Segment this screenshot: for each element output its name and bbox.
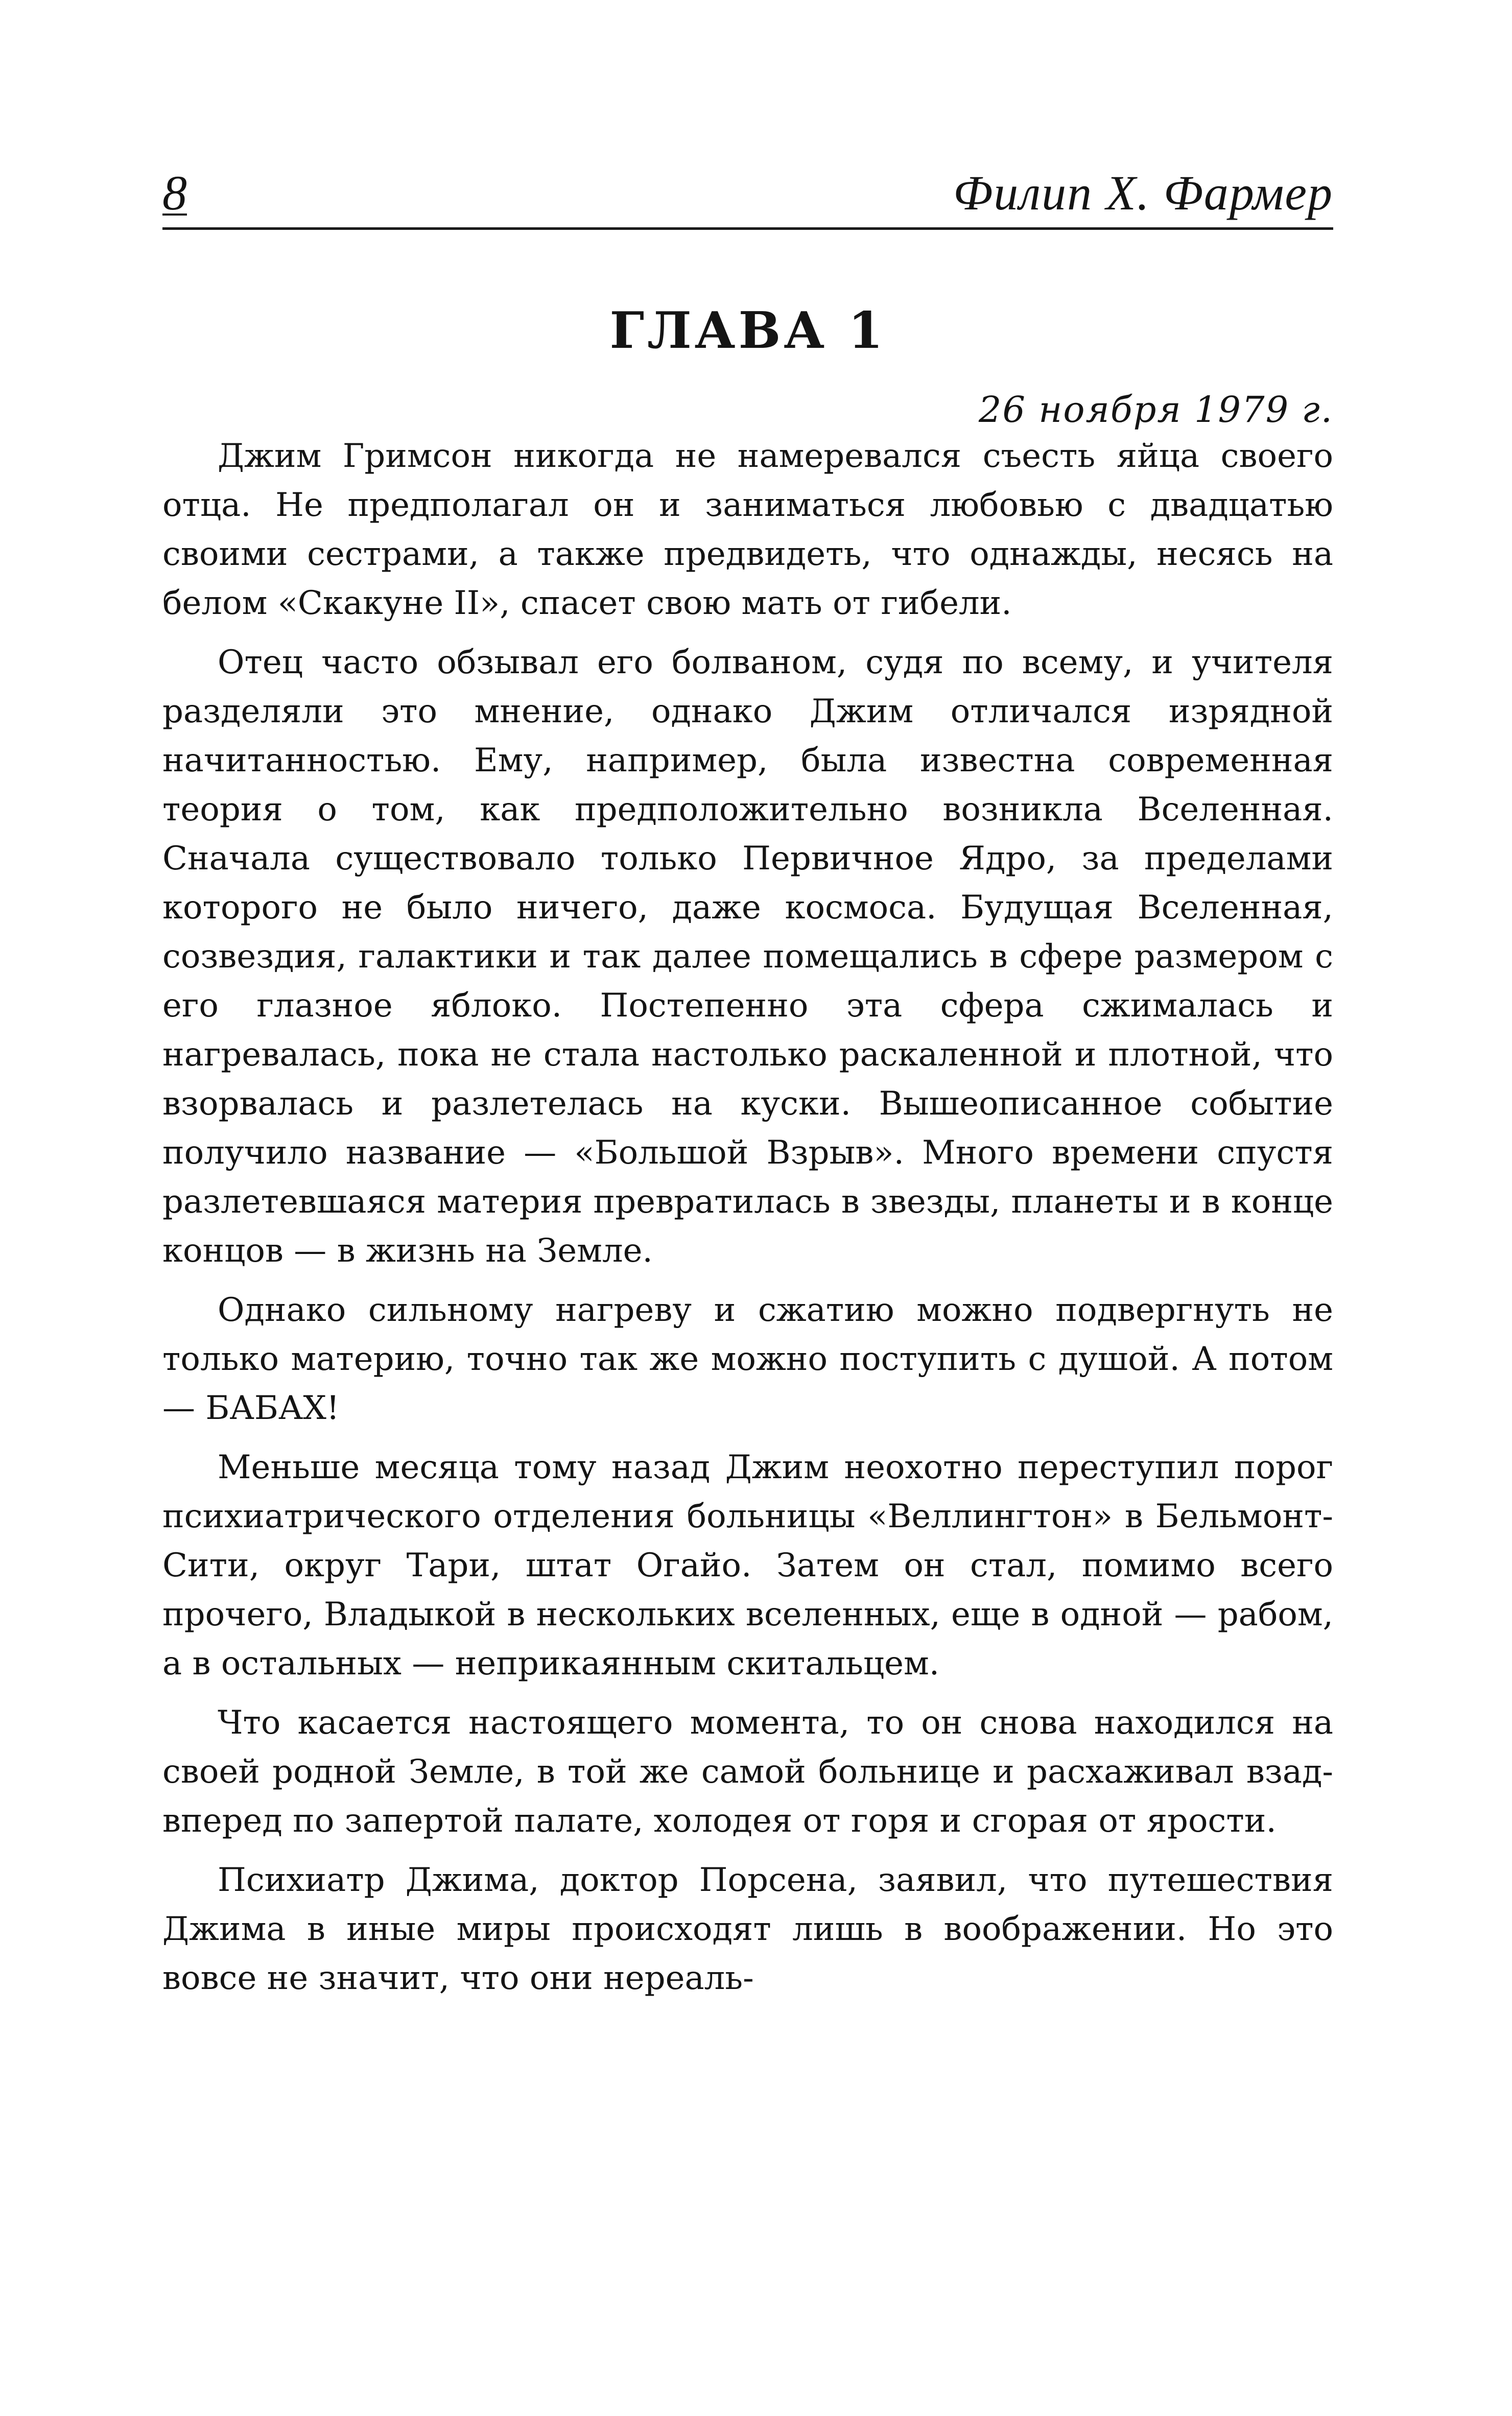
body-text — [162, 432, 1333, 2013]
paragraph: Психиатр Джима, доктор Порсена, заявил, что путешествия Джима в иные миры происходят лишь в воображении. Но это вовсе не значит, что они нереаль- — [162, 1861, 1333, 1997]
paragraph: Однако сильному нагреву и сжатию можно подвергнуть не только материю, точно так же можно поступить с душой. А потом — БАБАХ! — [162, 1291, 1333, 1427]
chapter-dateline: 26 ноября 1979 г. — [978, 389, 1333, 431]
running-head — [162, 166, 1333, 230]
paragraph: Что касается настоящего момента, то он снова находился на своей родной Земле, в той же самой больнице и расхаживал взад-вперед по запертой палате, холодея от горя и сгорая от ярости. — [162, 1704, 1333, 1840]
chapter-title: ГЛАВА 1 — [609, 301, 886, 360]
running-title: Филип Х. Фармер — [953, 165, 1333, 220]
paragraph: Джим Гримсон никогда не намеревался съесть яйца своего отца. Не предполагал он и заниматься любовью с двадцатью своими сестрами, а также предвидеть, что однажды, несясь на белом «Скакуне II», спасет свою мать от гибели. — [162, 437, 1333, 622]
paragraph: Отец часто обзывал его болваном, судя по всему, и учителя разделяли это мнение, однако Джим отличался изрядной начитанностью. Ему, например, была известна современная теория о том, как предположительно возникла Вселенная. Сначала существовало только Первичное Ядро, за пределами которого не было ничего, даже космоса. Будущая Вселенная, созвездия, галактики и так далее помещались в сфере размером с его глазное яблоко. Постепенно эта сфера сжималась и нагревалась, пока не стала настолько раскаленной и плотной, что взорвалась и разлетелась на куски. Вышеописанное событие получило название — «Большой Взрыв». Много времени спустя разлетевшаяся материя превратилась в звезды, планеты и в конце концов — в жизнь на Земле. — [162, 644, 1333, 1270]
page-number: 8 — [162, 165, 187, 220]
paragraph: Меньше месяца тому назад Джим неохотно переступил порог психиатрического отделения больницы «Веллингтон» в Бельмонт-Сити, округ Тари, штат Огайо. Затем он стал, помимо всего прочего, Владыкой в нескольких вселенных, еще в одной — рабом, а в остальных — неприкаянным скитальцем. — [162, 1449, 1333, 1683]
